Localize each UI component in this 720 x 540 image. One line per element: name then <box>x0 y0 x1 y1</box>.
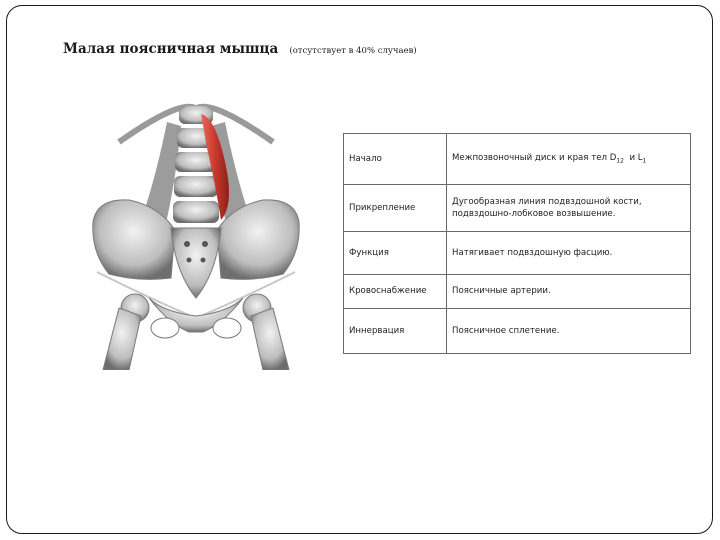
right-obturator <box>213 318 241 338</box>
row-value: Натягивает подвздошную фасцию. <box>447 232 691 275</box>
title-row <box>63 38 417 57</box>
sacrum <box>171 228 221 298</box>
row-label: Кровоснабжение <box>344 275 447 309</box>
right-femur <box>243 294 289 370</box>
muscle-info-table <box>343 133 691 354</box>
row-value: Поясничное сплетение. <box>447 309 691 354</box>
row-label: Иннервация <box>344 309 447 354</box>
slide-frame <box>6 5 713 534</box>
row-label: Прикрепление <box>344 185 447 232</box>
row-value: Поясничные артерии. <box>447 275 691 309</box>
left-femur <box>103 294 149 370</box>
table-row-function <box>344 232 691 275</box>
table-row-innervation <box>344 309 691 354</box>
left-obturator <box>151 318 179 338</box>
row-value: Межпозвоночный диск и края тел $D_{12}$ и $L_1$ <box>447 134 691 185</box>
table-row-blood-supply <box>344 275 691 309</box>
row-label: Функция <box>344 232 447 275</box>
page-title: Малая поясничная мышца <box>63 41 279 57</box>
table-row-origin <box>344 134 691 185</box>
row-label: Начало <box>344 134 447 185</box>
pelvis-illustration <box>89 102 303 370</box>
table-row-insertion <box>344 185 691 232</box>
page-subtitle: (отсутствует в 40% случаев) <box>289 46 417 56</box>
row-value: Дугообразная линия подвздошной кости, подвздошно-лобковое возвышение. <box>447 185 691 232</box>
